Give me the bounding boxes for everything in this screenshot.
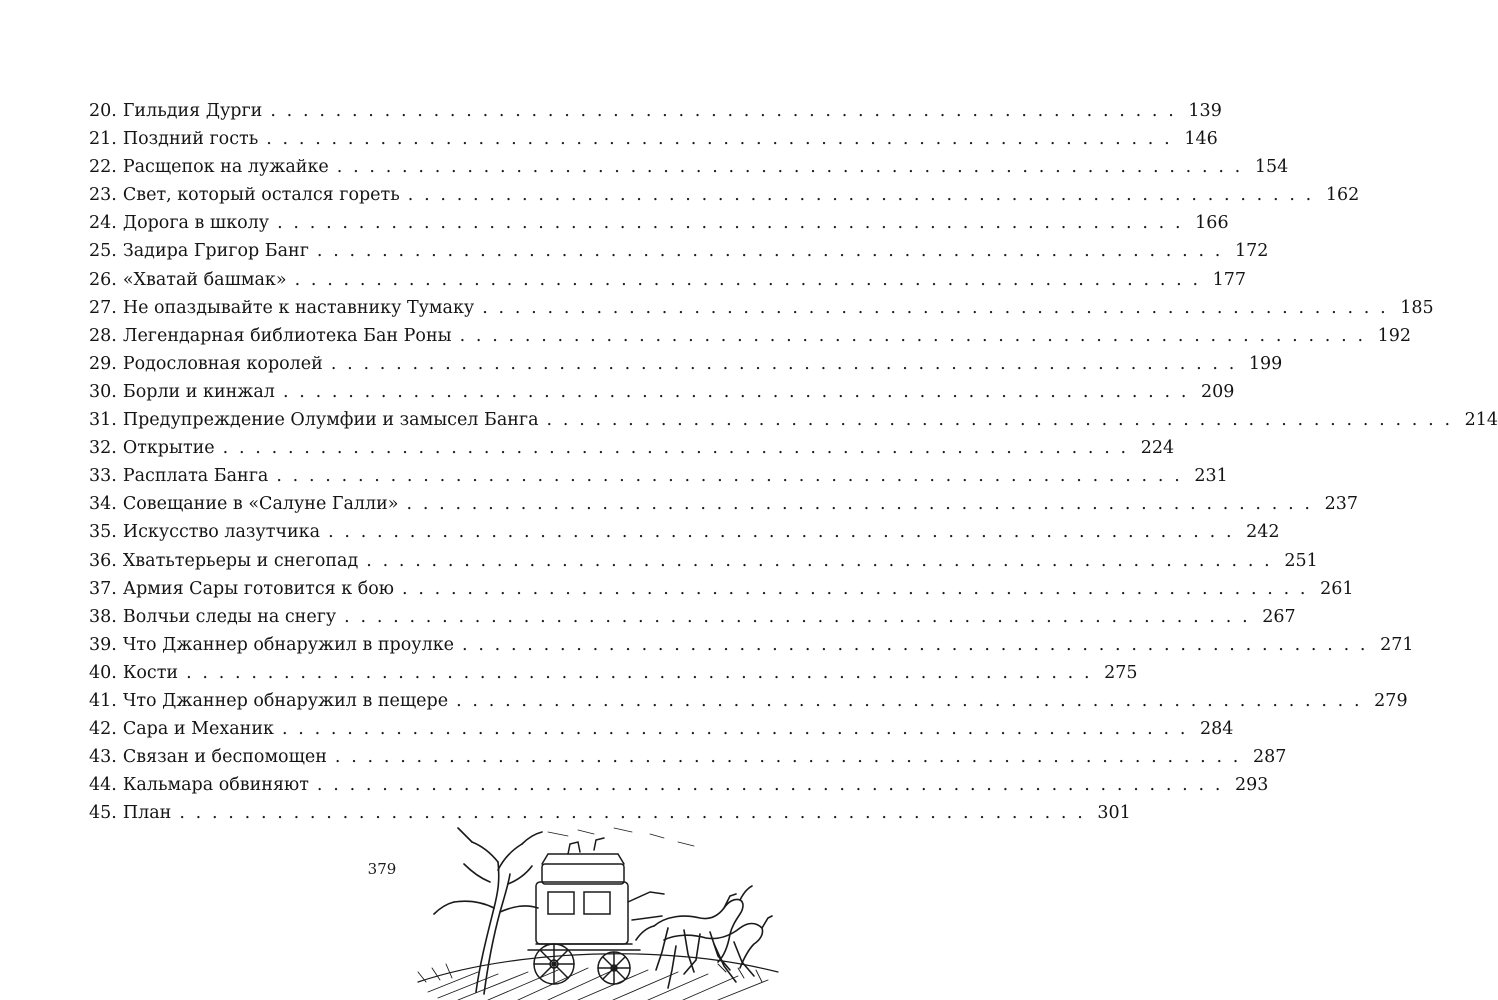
toc-dot-leader: . . . . . . . . . . . . . . . . . . . . . . . . . . . . . . . . . . . . . . . . . . . . . . . . . . . . . . . .	[402, 578, 1309, 599]
toc-entry-title: Совещание в «Салуне Галли»	[122, 494, 399, 515]
toc-entry-number: 45.	[89, 803, 117, 824]
toc-dot-leader: . . . . . . . . . . . . . . . . . . . . . . . . . . . . . . . . . . . . . . . . . . . . . . . . . . . . . . . .	[316, 775, 1223, 796]
toc-entry	[89, 378, 1235, 406]
carriage	[528, 838, 664, 984]
horses	[636, 886, 772, 988]
toc-entry-page: 146	[1184, 129, 1218, 150]
toc-entry-title: Легендарная библиотека Бан Роны	[122, 325, 452, 346]
toc-entry	[89, 575, 1354, 603]
toc-entry-number: 23.	[89, 185, 117, 206]
toc-entry-number: 38.	[89, 606, 117, 627]
toc-dot-leader: . . . . . . . . . . . . . . . . . . . . . . . . . . . . . . . . . . . . . . . . . . . . . . . . . . . . . . . .	[179, 803, 1086, 824]
toc-entry	[89, 490, 1358, 518]
toc-entry-page: 224	[1140, 438, 1175, 459]
toc-entry	[89, 771, 1269, 799]
toc-entry-title: Сара и Механик	[122, 719, 274, 740]
toc-entry-number: 40.	[89, 662, 117, 683]
toc-dot-leader: . . . . . . . . . . . . . . . . . . . . . . . . . . . . . . . . . . . . . . . . . . . . . . . . . . . . . . . .	[366, 550, 1273, 571]
toc-entry-title: Связан и беспомощен	[122, 747, 327, 768]
toc-entry-page: 172	[1234, 241, 1269, 262]
toc-entry	[89, 294, 1434, 322]
toc-entry-title: Кальмара обвиняют	[122, 775, 309, 796]
toc-dot-leader: . . . . . . . . . . . . . . . . . . . . . . . . . . . . . . . . . . . . . . . . . . . . . . . . . . . . . . . .	[407, 185, 1314, 206]
toc-entry-number: 22.	[89, 157, 117, 178]
toc-entry-title: Кости	[122, 662, 179, 683]
toc-entry-number: 41.	[89, 690, 117, 711]
toc-entry-number: 28.	[89, 325, 117, 346]
toc-entry	[89, 743, 1287, 771]
toc-entry-number: 35.	[89, 522, 117, 543]
toc-dot-leader: . . . . . . . . . . . . . . . . . . . . . . . . . . . . . . . . . . . . . . . . . . . . . . . . . . . . . . . .	[456, 690, 1363, 711]
toc-entry	[89, 209, 1229, 237]
toc-entry-number: 29.	[89, 353, 117, 374]
page-number: 379	[367, 860, 397, 878]
toc-entry	[89, 153, 1289, 181]
toc-entry	[89, 631, 1414, 659]
toc-entry	[89, 659, 1138, 687]
toc-dot-leader: . . . . . . . . . . . . . . . . . . . . . . . . . . . . . . . . . . . . . . . . . . . . . . . . . . . . . . . .	[328, 522, 1235, 543]
toc-entry-page: 185	[1400, 297, 1434, 318]
toc-entry-number: 27.	[89, 297, 117, 318]
toc-dot-leader: . . . . . . . . . . . . . . . . . . . . . . . . . . . . . . . . . . . . . . . . . . . . . . . . . . . . . . . .	[282, 381, 1190, 402]
toc-entry-page: 271	[1380, 634, 1414, 655]
toc-entry-number: 24.	[89, 213, 117, 234]
toc-entry-number: 30.	[89, 381, 117, 402]
toc-entry-page: 177	[1212, 269, 1247, 290]
toc-entry-page: 237	[1324, 494, 1358, 515]
toc-entry-number: 26.	[89, 269, 117, 290]
toc-entry	[89, 462, 1228, 490]
toc-dot-leader: . . . . . . . . . . . . . . . . . . . . . . . . . . . . . . . . . . . . . . . . . . . . . . . . . . . . . . . .	[294, 269, 1201, 290]
toc-entry-page: 154	[1254, 157, 1289, 178]
toc-entry	[89, 518, 1280, 546]
toc-entry-number: 31.	[89, 410, 117, 431]
toc-entry-title: Открытие	[122, 438, 215, 459]
toc-entry-title: Дорога в школу	[122, 213, 270, 234]
toc-entry-page: 231	[1194, 466, 1228, 487]
toc-entry	[89, 715, 1234, 743]
toc-entry	[89, 406, 1498, 434]
toc-entry-page: 284	[1200, 719, 1234, 740]
toc-dot-leader: . . . . . . . . . . . . . . . . . . . . . . . . . . . . . . . . . . . . . . . . . . . . . . . . . . . . . . . .	[281, 719, 1189, 740]
toc-entry-title: Не опаздывайте к наставнику Тумаку	[122, 297, 475, 318]
toc-entry	[89, 350, 1283, 378]
toc-entry-title: Армия Сары готовится к бою	[122, 578, 395, 599]
toc-entry-title: Волчьи следы на снегу	[122, 606, 337, 627]
toc-entry-title: Поздний гость	[122, 129, 259, 150]
toc-dot-leader: . . . . . . . . . . . . . . . . . . . . . . . . . . . . . . . . . . . . . . . . . . . . . . . . . . . . . . . .	[406, 494, 1313, 515]
toc-entry-title: Расщепок на лужайке	[122, 157, 329, 178]
toc-dot-leader: . . . . . . . . . . . . . . . . . . . . . . . . . . . . . . . . . . . . . . . . . . . . . . . . . . . . . . . .	[266, 129, 1173, 150]
toc-entry-title: Что Джаннер обнаружил в пещере	[122, 690, 449, 711]
toc-entry	[89, 237, 1269, 265]
toc-entry-number: 32.	[89, 438, 117, 459]
toc-entry-title: Хватьтерьеры и снегопад	[122, 550, 359, 571]
toc-entry	[89, 181, 1360, 209]
toc-entry-number: 34.	[89, 494, 117, 515]
toc-entry	[89, 603, 1296, 631]
toc-entry	[89, 266, 1247, 294]
toc-entry-title: Родословная королей	[122, 353, 323, 374]
toc-dot-leader: . . . . . . . . . . . . . . . . . . . . . . . . . . . . . . . . . . . . . . . . . . . . . . . . . . . . . . . .	[316, 241, 1223, 262]
toc-entry-title: Задира Григор Банг	[122, 241, 309, 262]
toc-dot-leader: . . . . . . . . . . . . . . . . . . . . . . . . . . . . . . . . . . . . . . . . . . . . . . . . . . . . . . . .	[459, 325, 1366, 346]
toc-entry-title: План	[122, 803, 172, 824]
toc-entry-page: 209	[1201, 381, 1235, 402]
toc-entry-number: 21.	[89, 129, 117, 150]
toc-dot-leader: . . . . . . . . . . . . . . . . . . . . . . . . . . . . . . . . . . . . . . . . . . . . . . . . . . . . . . . .	[222, 438, 1129, 459]
toc-entry	[89, 97, 1222, 125]
toc-entry-page: 275	[1104, 662, 1138, 683]
toc-entry-page: 293	[1235, 775, 1269, 796]
toc-entry-number: 33.	[89, 466, 117, 487]
toc-entry-page: 199	[1248, 353, 1283, 374]
toc-entry-page: 166	[1195, 213, 1229, 234]
toc-entry-number: 25.	[89, 241, 117, 262]
toc-dot-leader: . . . . . . . . . . . . . . . . . . . . . . . . . . . . . . . . . . . . . . . . . . . . . . . . . . . . . . . .	[482, 297, 1389, 318]
carriage-illustration	[418, 822, 778, 1000]
toc-entry-page: 279	[1374, 690, 1408, 711]
toc-entry-title: Предупреждение Олумфии и замысел Банга	[122, 410, 539, 431]
toc-entry-page: 261	[1320, 578, 1354, 599]
toc-entry-page: 139	[1188, 101, 1222, 121]
toc-dot-leader: . . . . . . . . . . . . . . . . . . . . . . . . . . . . . . . . . . . . . . . . . . . . . . . . . . . . . . . .	[270, 101, 1177, 121]
toc-dot-leader: . . . . . . . . . . . . . . . . . . . . . . . . . . . . . . . . . . . . . . . . . . . . . . . . . . . . . . . .	[330, 353, 1237, 374]
toc-entry	[89, 125, 1218, 153]
table-of-contents	[89, 97, 1498, 827]
toc-entry-page: 287	[1252, 747, 1287, 768]
toc-entry-page: 251	[1284, 550, 1318, 571]
toc-entry	[89, 322, 1412, 350]
toc-entry-number: 42.	[89, 719, 117, 740]
toc-dot-leader: . . . . . . . . . . . . . . . . . . . . . . . . . . . . . . . . . . . . . . . . . . . . . . . . . . . . . . . .	[462, 634, 1369, 655]
toc-entry-page: 214	[1464, 410, 1498, 431]
toc-entry-title: Что Джаннер обнаружил в проулке	[122, 634, 454, 655]
toc-entry-number: 43.	[89, 747, 117, 768]
toc-entry-title: Расплата Банга	[122, 466, 269, 487]
toc-entry-page: 267	[1262, 606, 1296, 627]
ground-hatching	[418, 954, 778, 1000]
toc-dot-leader: . . . . . . . . . . . . . . . . . . . . . . . . . . . . . . . . . . . . . . . . . . . . . . . . . . . . . . . .	[546, 410, 1453, 431]
toc-dot-leader: . . . . . . . . . . . . . . . . . . . . . . . . . . . . . . . . . . . . . . . . . . . . . . . . . . . . . . . .	[276, 466, 1183, 487]
toc-entry-number: 44.	[89, 775, 117, 796]
tree	[434, 828, 542, 994]
toc-entry-page: 162	[1325, 185, 1360, 206]
toc-entry-title: Искусство лазутчика	[122, 522, 321, 543]
toc-entry-page: 192	[1377, 325, 1412, 346]
toc-dot-leader: . . . . . . . . . . . . . . . . . . . . . . . . . . . . . . . . . . . . . . . . . . . . . . . . . . . . . . . .	[344, 606, 1251, 627]
toc-entry-title: Гильдия Дурги	[122, 101, 263, 121]
toc-entry-number: 37.	[89, 578, 117, 599]
toc-entry	[89, 687, 1408, 715]
toc-entry	[89, 434, 1175, 462]
toc-dot-leader: . . . . . . . . . . . . . . . . . . . . . . . . . . . . . . . . . . . . . . . . . . . . . . . . . . . . . . . .	[336, 157, 1243, 178]
toc-dot-leader: . . . . . . . . . . . . . . . . . . . . . . . . . . . . . . . . . . . . . . . . . . . . . . . . . . . . . . . .	[186, 662, 1093, 683]
toc-dot-leader: . . . . . . . . . . . . . . . . . . . . . . . . . . . . . . . . . . . . . . . . . . . . . . . . . . . . . . . .	[277, 213, 1184, 234]
toc-entry-title: «Хватай башмак»	[122, 269, 287, 290]
toc-entry-page: 301	[1097, 803, 1131, 824]
toc-dot-leader: . . . . . . . . . . . . . . . . . . . . . . . . . . . . . . . . . . . . . . . . . . . . . . . . . . . . . . . .	[334, 747, 1241, 768]
toc-entry-page: 242	[1246, 522, 1280, 543]
toc-entry-number: 20.	[89, 101, 117, 121]
toc-entry	[89, 547, 1318, 575]
toc-entry-title: Борли и кинжал	[122, 381, 275, 402]
toc-entry-number: 36.	[89, 550, 117, 571]
toc-entry-number: 39.	[89, 634, 117, 655]
toc-entry-title: Свет, который остался гореть	[122, 185, 400, 206]
